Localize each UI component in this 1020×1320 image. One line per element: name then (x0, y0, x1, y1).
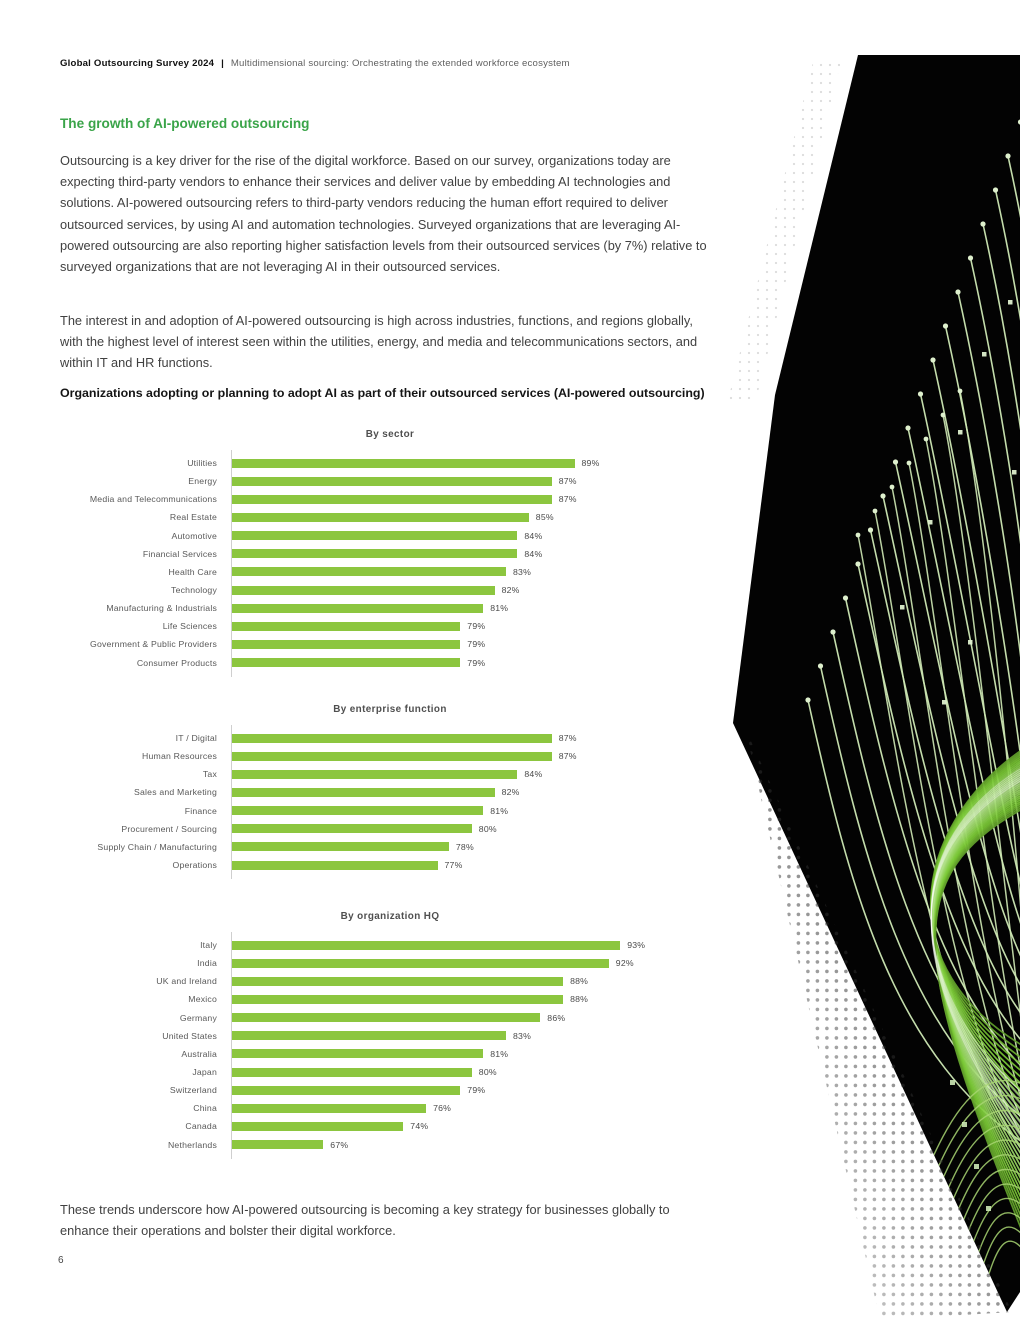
bar-row (0, 1117, 780, 1135)
bar-value-label: 85% (535, 512, 554, 523)
bar-row (0, 1081, 780, 1099)
closing-paragraph: These trends underscore how AI-powered outsourcing is becoming a key strategy for businesses globally to enhance their operations and bolster their digital workforce. (60, 1201, 670, 1239)
section-heading: The growth of AI-powered outsourcing (60, 116, 310, 131)
bar-row (0, 802, 780, 820)
bar (232, 1013, 540, 1022)
bar (232, 567, 506, 576)
bar-value-label: 82% (501, 585, 520, 596)
bar-row (0, 490, 780, 508)
bar-category-label: Italy (200, 940, 217, 951)
bar (232, 1104, 426, 1113)
figure-title: Organizations adopting or planning to adopt AI as part of their outsourced services (AI-powered outsourcing) (60, 386, 705, 400)
bar-row (0, 729, 780, 747)
bar-value-label: 78% (455, 841, 474, 852)
bar-row (0, 635, 780, 653)
page-header (60, 58, 570, 69)
bar-row (0, 1045, 780, 1063)
bar (232, 842, 449, 851)
chart-value-axis (231, 450, 232, 677)
bar-value-label: 93% (627, 940, 646, 951)
bar-row (0, 972, 780, 990)
bar-category-label: Real Estate (169, 512, 217, 523)
header-separator: | (221, 58, 224, 69)
bar-category-label: Human Resources (142, 751, 217, 762)
bar-category-label: United States (162, 1030, 217, 1041)
bar-value-label: 92% (615, 958, 634, 969)
bar (232, 995, 563, 1004)
bar-value-label: 76% (433, 1103, 452, 1114)
bar-category-label: Media and Telecommunications (89, 494, 217, 505)
bar-category-label: Health Care (168, 566, 217, 577)
bar-value-label: 79% (467, 621, 486, 632)
bar-row (0, 1027, 780, 1045)
bar-category-label: India (197, 958, 217, 969)
bar-category-label: Energy (188, 476, 217, 487)
bar (232, 1122, 403, 1131)
bar-row (0, 765, 780, 783)
chart-plot-area (0, 726, 780, 879)
bar-row (0, 990, 780, 1008)
bar-category-label: Finance (184, 805, 217, 816)
bar (232, 549, 517, 558)
chart-subtitle: By organization HQ (340, 911, 440, 922)
bar-value-label: 86% (547, 1012, 566, 1023)
chart-value-axis (231, 932, 232, 1159)
bar (232, 1086, 460, 1095)
bar-chart-1 (0, 704, 780, 879)
bar-category-label: Supply Chain / Manufacturing (97, 841, 217, 852)
bar (232, 586, 495, 595)
bar-value-label: 79% (467, 639, 486, 650)
bar-category-label: Canada (185, 1121, 217, 1132)
bar-row (0, 527, 780, 545)
header-chapter-title: Multidimensional sourcing: Orchestrating the extended workforce ecosystem (230, 58, 570, 69)
bar (232, 459, 575, 468)
bar-category-label: Mexico (188, 994, 217, 1005)
bar-value-label: 79% (467, 657, 486, 668)
bar (232, 1049, 483, 1058)
bar-category-label: Government & Public Providers (90, 639, 217, 650)
bar-row (0, 454, 780, 472)
bar-category-label: Japan (192, 1067, 217, 1078)
bar-category-label: Consumer Products (136, 657, 217, 668)
bar (232, 824, 472, 833)
chart-plot-area (0, 933, 780, 1159)
bar (232, 622, 460, 631)
bar-value-label: 83% (513, 1030, 531, 1041)
chart-plot-area (0, 451, 780, 677)
bar (232, 806, 483, 815)
bar-value-label: 81% (490, 1048, 509, 1059)
bar (232, 640, 460, 649)
bar-row (0, 1009, 780, 1027)
bar (232, 477, 552, 486)
bar (232, 941, 620, 950)
bar-category-label: Tax (202, 769, 217, 780)
bar (232, 1068, 472, 1077)
page-number: 6 (58, 1255, 64, 1266)
bar-row (0, 654, 780, 672)
bar-category-label: Germany (179, 1012, 217, 1023)
bar-value-label: 77% (444, 860, 463, 871)
bar-row (0, 747, 780, 765)
bar-row (0, 472, 780, 490)
bar-category-label: Sales and Marketing (134, 787, 217, 798)
bar-row (0, 783, 780, 801)
bar-row (0, 599, 780, 617)
bar-value-label: 81% (490, 805, 509, 816)
bar-value-label: 88% (570, 994, 589, 1005)
bar-value-label: 82% (501, 787, 520, 798)
bar-value-label: 88% (570, 976, 589, 987)
bar-row (0, 838, 780, 856)
bar (232, 977, 563, 986)
bar-category-label: IT / Digital (175, 733, 217, 744)
bar-row (0, 617, 780, 635)
bar-value-label: 89% (581, 458, 600, 469)
chart-subtitle: By enterprise function (333, 704, 447, 715)
bar-chart-0 (0, 429, 780, 677)
bar (232, 1031, 506, 1040)
bar-row (0, 581, 780, 599)
bar-chart-2 (0, 911, 780, 1159)
bar-category-label: Operations (172, 860, 217, 871)
bar-value-label: 84% (524, 530, 543, 541)
bar-row (0, 545, 780, 563)
bar-category-label: UK and Ireland (156, 976, 217, 987)
chart-subtitle: By sector (365, 429, 415, 440)
body-paragraph-2: The interest in and adoption of AI-powered outsourcing is high across industries, functions, and regions globally, with the highest level of interest seen within the utilities, energy, and media and telecommunications sectors, and within IT and HR functions. (60, 312, 698, 371)
bar-value-label: 84% (524, 769, 543, 780)
bar-value-label: 87% (558, 476, 577, 487)
bar (232, 658, 460, 667)
bar (232, 770, 517, 779)
bar-value-label: 83% (513, 566, 531, 577)
bar-category-label: Australia (181, 1048, 217, 1059)
bar-value-label: 74% (410, 1121, 429, 1132)
bar-category-label: Life Sciences (162, 621, 217, 632)
bar-category-label: China (193, 1103, 217, 1114)
bar-value-label: 81% (490, 603, 509, 614)
bar-value-label: 87% (558, 733, 577, 744)
bar-row (0, 820, 780, 838)
bar (232, 861, 438, 870)
bar (232, 495, 552, 504)
bar (232, 604, 483, 613)
bar-row (0, 1136, 780, 1154)
bar (232, 959, 609, 968)
bar-value-label: 84% (524, 548, 543, 559)
bar-row (0, 856, 780, 874)
bar-row (0, 508, 780, 526)
bar-value-label: 80% (478, 823, 497, 834)
bar-category-label: Procurement / Sourcing (121, 823, 217, 834)
bar-value-label: 87% (558, 751, 577, 762)
bar-category-label: Switzerland (169, 1085, 217, 1096)
bar (232, 1140, 323, 1149)
bar-value-label: 79% (467, 1085, 486, 1096)
bar-category-label: Automotive (171, 530, 217, 541)
bar (232, 531, 517, 540)
bar-category-label: Utilities (187, 458, 217, 469)
bar (232, 513, 529, 522)
body-paragraph-1: Outsourcing is a key driver for the rise of the digital workforce. Based on our survey, organizations today are expecting third-party vendors to enhance their services and deliver value by embedding AI technologies and solutions. AI-powered outsourcing refers to third-party vendors reducing the human effort required to deliver outsourced services, by using AI and automation technologies. Surveyed organizations that are leveraging AI-powered outsourcing are also reporting higher satisfaction levels from their outsourced services (by 7%) relative to surveyed organizations that are not leveraging AI in their outsourced services. (60, 152, 707, 275)
bar-category-label: Financial Services (142, 548, 217, 559)
bar-value-label: 80% (478, 1067, 497, 1078)
bar (232, 752, 552, 761)
bar-category-label: Technology (171, 585, 217, 596)
bar-row (0, 936, 780, 954)
bar-row (0, 954, 780, 972)
bar-category-label: Manufacturing & Industrials (106, 603, 217, 614)
bar (232, 734, 552, 743)
bar-value-label: 67% (330, 1139, 349, 1150)
bar (232, 788, 495, 797)
chart-value-axis (231, 725, 232, 879)
bar-row (0, 1063, 780, 1081)
header-report-title: Global Outsourcing Survey 2024 (60, 58, 215, 69)
bar-category-label: Netherlands (167, 1139, 217, 1150)
bar-value-label: 87% (558, 494, 577, 505)
bar-row (0, 563, 780, 581)
bar-row (0, 1099, 780, 1117)
